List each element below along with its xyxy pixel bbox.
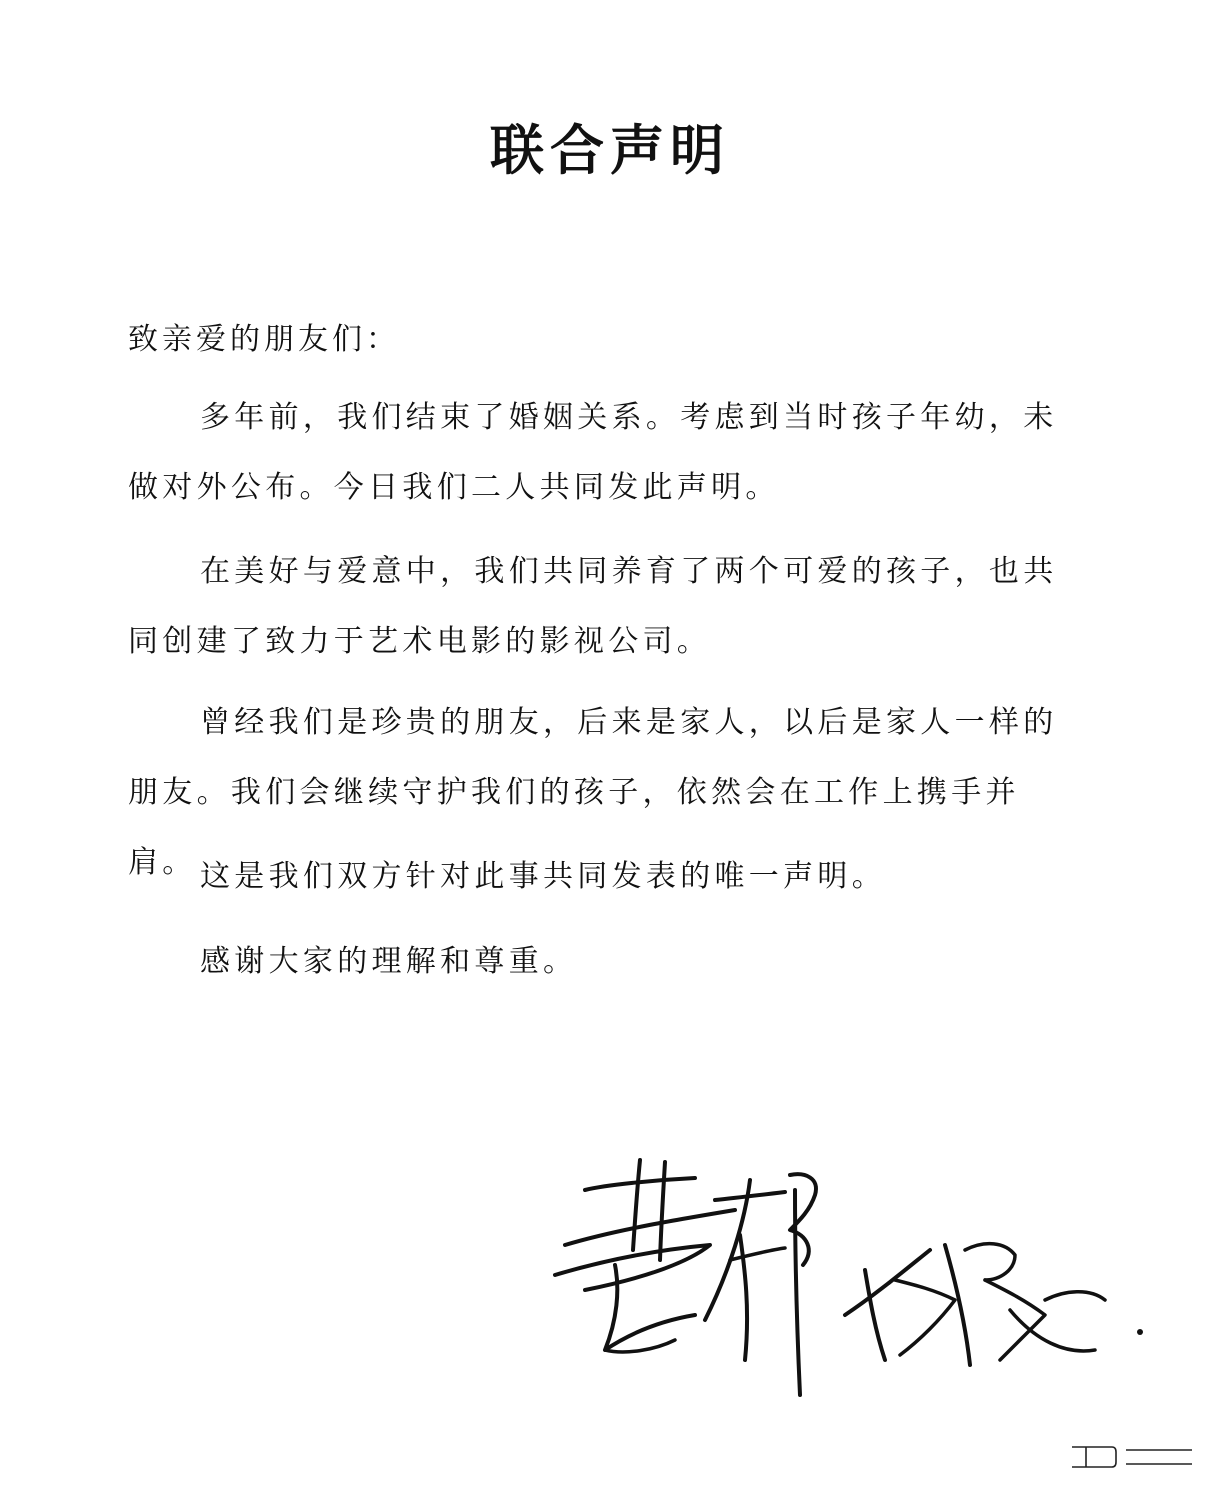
salutation: 致亲爱的朋友们： [128,322,400,357]
page-title: 联合声明 [490,119,730,182]
signature-icon [545,1150,1155,1400]
window-toggle-icon[interactable] [1066,1442,1196,1472]
paragraph-3: 曾经我们是珍贵的朋友，后来是家人，以后是家人一样的朋友。我们会继续守护我们的孩子，依然会在工作上携手并肩。 [128,705,1058,880]
paragraph-1: 多年前，我们结束了婚姻关系。考虑到当时孩子年幼，未做对外公布。今日我们二人共同发此声明。 [128,400,1058,505]
paragraph-4: 这是我们双方针对此事共同发表的唯一声明。 [200,859,886,894]
paragraph-2: 在美好与爱意中，我们共同养育了两个可爱的孩子，也共同创建了致力于艺术电影的影视公司。 [128,554,1058,659]
paragraph-5: 感谢大家的理解和尊重。 [200,944,578,979]
